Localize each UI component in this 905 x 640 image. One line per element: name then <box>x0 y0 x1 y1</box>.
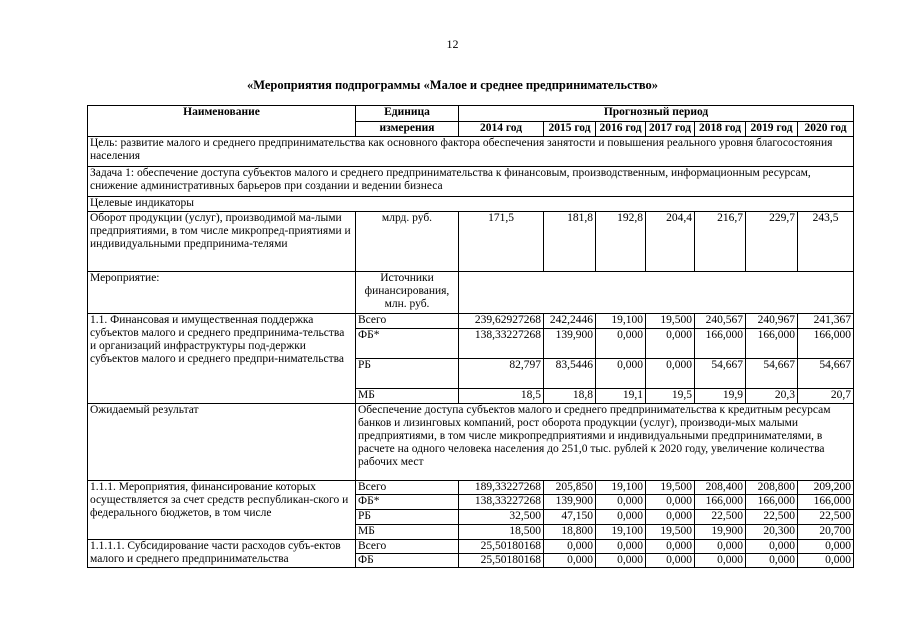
table-cell: 54,667 <box>695 359 746 389</box>
task-text: Задача 1: обеспечение доступа субъектов малого и среднего предпринимательства к финансовым, производственным, информационным ресурсам, снижение административных барьеров при создании и ведении бизнеса <box>88 167 854 197</box>
measures-table <box>87 105 854 568</box>
table-cell: 243,5 <box>798 212 854 272</box>
table-cell: 54,667 <box>798 359 854 389</box>
indicator-name: Оборот продукции (услуг), производимой ма-лыми предприятиями, в том числе микропред-приятиями и индивидуальными предпринима-телями <box>88 212 356 272</box>
table-cell: 25,50180168 <box>459 554 544 568</box>
table-cell: 0,000 <box>646 495 695 510</box>
table-row <box>88 314 854 329</box>
expected-result-row <box>88 404 854 481</box>
header-unit-line2: измерения <box>356 122 459 137</box>
goal-row <box>88 137 854 167</box>
table-cell: 0,000 <box>695 540 746 554</box>
indicators-row <box>88 197 854 212</box>
table-cell: 0,000 <box>646 329 695 359</box>
table-cell: 216,7 <box>695 212 746 272</box>
year-2020: 2020 год <box>798 122 854 137</box>
source-cell: ФБ <box>356 554 459 568</box>
table-cell: 166,000 <box>798 329 854 359</box>
table-cell: 139,900 <box>544 329 596 359</box>
measure-label-row <box>88 272 854 314</box>
expected-result-label: Ожидаемый результат <box>88 404 356 481</box>
table-cell: 19,5 <box>646 389 695 404</box>
table-cell: 19,100 <box>596 481 646 495</box>
table-cell: 18,5 <box>459 389 544 404</box>
document-title: «Мероприятия подпрограммы «Малое и среднее предпринимательство» <box>246 78 659 92</box>
year-2014: 2014 год <box>459 122 544 137</box>
table-cell: 0,000 <box>596 359 646 389</box>
indicators-label: Целевые индикаторы <box>88 197 854 212</box>
table-cell: 0,000 <box>596 329 646 359</box>
table-cell: 19,500 <box>646 525 695 540</box>
table-cell: 0,000 <box>646 554 695 568</box>
table-cell: 171,5 <box>459 212 544 272</box>
table-cell: 138,33227268 <box>459 495 544 510</box>
table-cell: 0,000 <box>596 554 646 568</box>
measure-1-1-1-1-name: 1.1.1.1. Субсидирование части расходов субъ-ектов малого и среднего предпринимательства <box>88 540 356 568</box>
table-cell: 242,2446 <box>544 314 596 329</box>
table-cell: 25,50180168 <box>459 540 544 554</box>
page-number: 12 <box>446 37 459 51</box>
table-cell: 0,000 <box>544 540 596 554</box>
table-cell: 241,367 <box>798 314 854 329</box>
table-cell: 19,1 <box>596 389 646 404</box>
sources-label: Источники финансирования, млн. руб. <box>356 272 459 314</box>
table-cell: 166,000 <box>695 495 746 510</box>
header-row <box>88 106 854 122</box>
header-forecast: Прогнозный период <box>459 106 854 122</box>
source-cell: ФБ* <box>356 495 459 510</box>
year-2017: 2017 год <box>646 122 695 137</box>
table-cell: 0,000 <box>596 510 646 525</box>
table-cell: 19,9 <box>695 389 746 404</box>
measure-1-1-1-name: 1.1.1. Мероприятия, финансирование которых осуществляется за счет средств республикан-ского и федерального бюджетов, в том числе <box>88 481 356 540</box>
table-cell: 20,3 <box>746 389 798 404</box>
table-cell: 229,7 <box>746 212 798 272</box>
table-cell: 20,700 <box>798 525 854 540</box>
year-2015: 2015 год <box>544 122 596 137</box>
table-cell: 240,567 <box>695 314 746 329</box>
source-cell: Всего <box>356 540 459 554</box>
table-cell: 0,000 <box>596 540 646 554</box>
table-cell: 18,8 <box>544 389 596 404</box>
table-row <box>88 540 854 554</box>
table-cell: 204,4 <box>646 212 695 272</box>
table-cell: 138,33227268 <box>459 329 544 359</box>
table-row <box>88 481 854 495</box>
table-cell: 0,000 <box>646 510 695 525</box>
source-cell: Всего <box>356 481 459 495</box>
table-cell: 181,8 <box>544 212 596 272</box>
table-cell: 20,300 <box>746 525 798 540</box>
table-cell: 205,850 <box>544 481 596 495</box>
table-cell: 22,500 <box>798 510 854 525</box>
table-cell: 19,900 <box>695 525 746 540</box>
table-cell: 0,000 <box>798 554 854 568</box>
table-cell: 209,200 <box>798 481 854 495</box>
table-cell: 19,100 <box>596 314 646 329</box>
table-cell: 47,150 <box>544 510 596 525</box>
table-cell: 166,000 <box>746 495 798 510</box>
header-name: Наименование <box>88 106 356 137</box>
table-cell: 22,500 <box>746 510 798 525</box>
table-cell: 208,800 <box>746 481 798 495</box>
source-cell: РБ <box>356 510 459 525</box>
table-cell: 18,800 <box>544 525 596 540</box>
table-cell: 19,500 <box>646 314 695 329</box>
year-2016: 2016 год <box>596 122 646 137</box>
table-cell: 0,000 <box>646 359 695 389</box>
year-2018: 2018 год <box>695 122 746 137</box>
table-cell: 166,000 <box>695 329 746 359</box>
table-cell: 240,967 <box>746 314 798 329</box>
task-row <box>88 167 854 197</box>
table-cell: 166,000 <box>798 495 854 510</box>
table-cell: 192,8 <box>596 212 646 272</box>
table-cell: 208,400 <box>695 481 746 495</box>
goal-text: Цель: развитие малого и среднего предпринимательства как основного фактора обеспечения занятости и повышения реального уровня благосостояния населения <box>88 137 854 167</box>
table-cell: 139,900 <box>544 495 596 510</box>
source-cell: Всего <box>356 314 459 329</box>
source-cell: ФБ* <box>356 329 459 359</box>
table-cell: 22,500 <box>695 510 746 525</box>
table-cell: 82,797 <box>459 359 544 389</box>
measure-1-1-name: 1.1. Финансовая и имущественная поддержка субъектов малого и среднего предпринима-тельства и организаций инфраструктуры под-держки субъектов малого и среднего предпри-нимательства <box>88 314 356 404</box>
table-cell: 18,500 <box>459 525 544 540</box>
table-cell: 239,62927268 <box>459 314 544 329</box>
table-cell: 0,000 <box>746 554 798 568</box>
table-cell: 0,000 <box>646 540 695 554</box>
table-cell: 0,000 <box>746 540 798 554</box>
source-cell: РБ <box>356 359 459 389</box>
table-cell: 189,33227268 <box>459 481 544 495</box>
table-cell: 0,000 <box>596 495 646 510</box>
source-cell: МБ <box>356 389 459 404</box>
expected-result-text: Обеспечение доступа субъектов малого и среднего предпринимательства к кредитным ресурсам банков и лизинговых компаний, рост оборота продукции (услуг), производи-мых малыми предприятиями, в том числе микропредприятиями и индивидуальными предпринимателями, в расчете на одного человека населения до 251,0 тыс. рублей к 2020 году, увеличение количества рабочих мест <box>356 404 854 481</box>
table-cell: 54,667 <box>746 359 798 389</box>
table-cell: 83,5446 <box>544 359 596 389</box>
table-cell: 19,100 <box>596 525 646 540</box>
table-cell: 0,000 <box>695 554 746 568</box>
table-cell: 20,7 <box>798 389 854 404</box>
indicator-row <box>88 212 854 272</box>
table-cell: 19,500 <box>646 481 695 495</box>
source-cell: МБ <box>356 525 459 540</box>
empty-cell <box>459 272 854 314</box>
table-cell: 0,000 <box>798 540 854 554</box>
year-2019: 2019 год <box>746 122 798 137</box>
table-cell: 32,500 <box>459 510 544 525</box>
measure-label: Мероприятие: <box>88 272 356 314</box>
table-cell: 166,000 <box>746 329 798 359</box>
indicator-unit: млрд. руб. <box>356 212 459 272</box>
header-unit-line1: Единица <box>356 106 459 122</box>
table-cell: 0,000 <box>544 554 596 568</box>
